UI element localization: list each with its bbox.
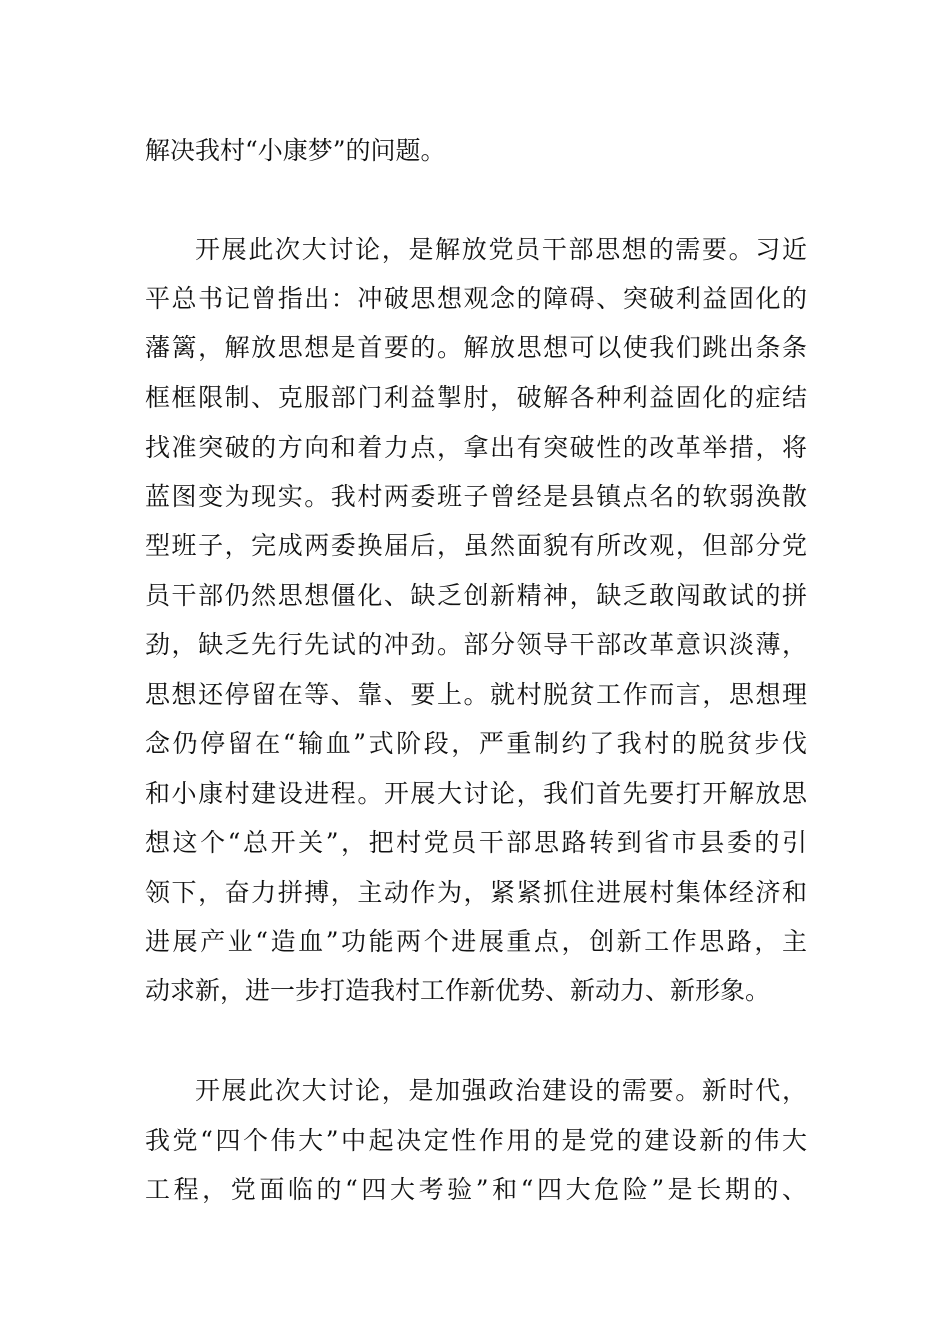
- paragraph-2-line-8: 员干部仍然思想僵化、缺乏创新精神，缺乏敢闯敢试的拼: [145, 581, 807, 610]
- paragraph-2-line-3: 藩篱，解放思想是首要的。解放思想可以使我们跳出条条: [145, 333, 807, 362]
- paragraph-2-line-9: 劲，缺乏先行先试的冲劲。部分领导干部改革意识淡薄，: [145, 630, 807, 659]
- paragraph-2-line-11: 念仍停留在“输血”式阶段，严重制约了我村的脱贫步伐: [145, 729, 807, 758]
- paragraph-2-line-10: 思想还停留在等、靠、要上。就村脱贫工作而言，思想理: [145, 680, 807, 709]
- paragraph-3-line-3: 工程，党面临的“四大考验”和“四大危险”是长期的、: [145, 1175, 807, 1204]
- paragraph-1-line-1: 解决我村“小康梦”的问题。: [145, 136, 446, 165]
- paragraph-3-line-1: 开展此次大讨论，是加强政治建设的需要。新时代，: [195, 1076, 807, 1105]
- paragraph-2-line-2: 平总书记曾指出：冲破思想观念的障碍、突破利益固化的: [145, 284, 807, 313]
- paragraph-2-line-7: 型班子，完成两委换届后，虽然面貌有所改观，但部分党: [145, 531, 807, 560]
- paragraph-2-line-13: 想这个“总开关”，把村党员干部思路转到省市县委的引: [145, 828, 807, 857]
- paragraph-2-line-6: 蓝图变为现实。我村两委班子曾经是县镇点名的软弱涣散: [145, 482, 807, 511]
- paragraph-3-line-2: 我党“四个伟大”中起决定性作用的是党的建设新的伟大: [145, 1126, 807, 1155]
- paragraph-2-line-1: 开展此次大讨论，是解放党员干部思想的需要。习近: [195, 235, 807, 264]
- paragraph-2-line-12: 和小康村建设进程。开展大讨论，我们首先要打开解放思: [145, 779, 807, 808]
- paragraph-2-line-4: 框框限制、克服部门利益掣肘，破解各种利益固化的症结: [145, 383, 807, 412]
- paragraph-2-line-16: 动求新，进一步打造我村工作新优势、新动力、新形象。: [145, 976, 771, 1005]
- paragraph-2-line-5: 找准突破的方向和着力点，拿出有突破性的改革举措，将: [145, 433, 807, 462]
- paragraph-2-line-14: 领下，奋力拼搏，主动作为，紧紧抓住进展村集体经济和: [145, 878, 807, 907]
- paragraph-2-line-15: 进展产业“造血”功能两个进展重点，创新工作思路，主: [145, 927, 807, 956]
